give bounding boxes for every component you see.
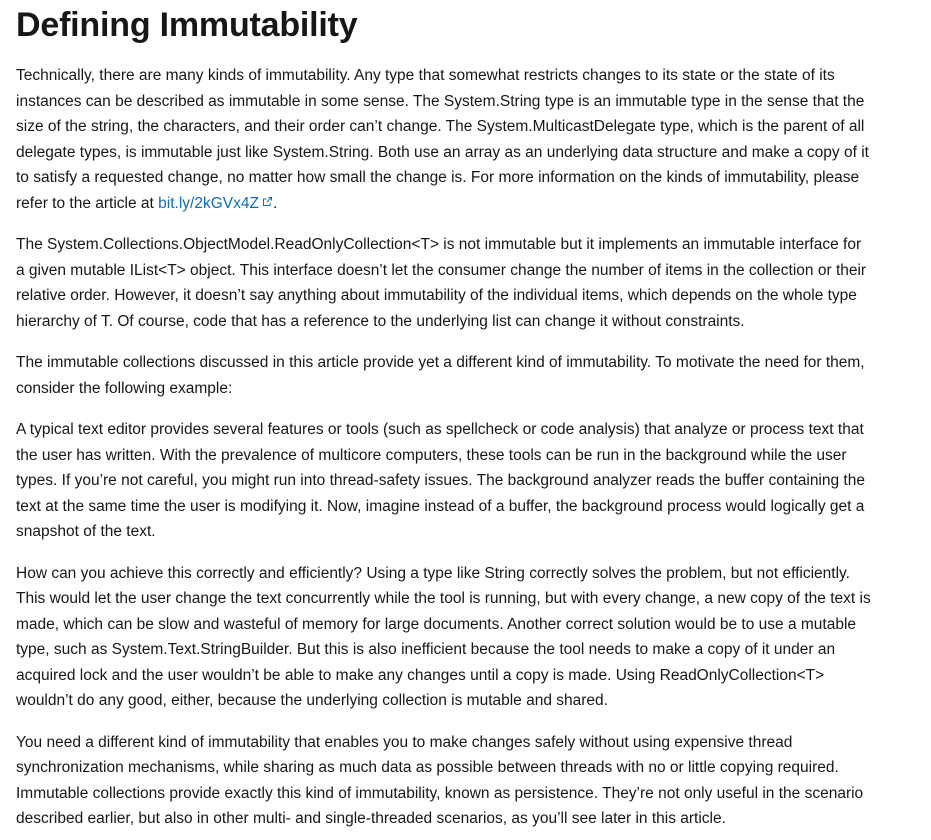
paragraph-text: Technically, there are many kinds of immutability. Any type that somewhat restricts changes to its state or the state of its instances can be described as immutable in some sense. The System.String type is an immutable type in the sense that the size of the string, the characters, and their order can’t change. The System.MulticastDelegate type, which is the parent of all delegate types, is immutable just like System.String. Both use an array as an underlying data structure and make a copy of it to satisfy a requested change, no matter how small the change is. For more information on the kinds of immutability, please refer to the article at xyxy=(16,67,869,212)
paragraph-text-end: . xyxy=(272,194,278,212)
article xyxy=(16,0,872,832)
paragraph-persistence: You need a different kind of immutability that enables you to make changes safely without using expensive thread synchronization mechanisms, while sharing as much data as possible between threads with no or little copying required. Immutable collections provide exactly this kind of immutability, known as persistence. They’re not only useful in the scenario described earlier, but also in other multi- and single-threaded scenarios, as you’ll see later in this article. xyxy=(16,733,864,827)
paragraph-kinds-of-immutability xyxy=(16,63,872,216)
external-link-icon xyxy=(262,196,273,207)
paragraph-efficiency: How can you achieve this correctly and efficiently? Using a type like String correctly solves the problem, but not efficiently. This would let the user change the text concurrently while the tool is running, but with every change, a new copy of the text is made, which can be slow and wasteful of memory for large documents. Another correct solution would be to use a mutable type, such as System.Text.StringBuilder. But this is also inefficient because the tool needs to make a copy of it under an acquired lock and the user wouldn’t be able to make any changes until a copy is made. Using ReadOnlyCollection<T> wouldn’t do any good, either, because the underlying collection is mutable and shared. xyxy=(16,564,871,709)
article-title: Defining Immutability xyxy=(16,6,358,44)
article-link[interactable] xyxy=(158,195,273,212)
article-link-label: bit.ly/2kGVx4Z xyxy=(158,194,259,212)
paragraph-readonly-collection: The System.Collections.ObjectModel.ReadOnlyCollection<T> is not immutable but it implements an immutable interface for a given mutable IList<T> object. This interface doesn’t let the consumer change the number of items in the collection or their relative order. However, it doesn’t say anything about immutability of the individual items, which depends on the whole type hierarchy of T. Of course, code that has a reference to the underlying list can change it without constraints. xyxy=(16,236,867,330)
paragraph-motivation: The immutable collections discussed in this article provide yet a different kind of immutability. To motivate the need for them, consider the following example: xyxy=(16,354,865,397)
paragraph-text-editor-example: A typical text editor provides several features or tools (such as spellcheck or code analysis) that analyze or process text that the user has written. With the prevalence of multicore computers, these tools can be run in the background while the user types. If you’re not careful, you might run into thread-safety issues. The background analyzer reads the buffer containing the text at the same time the user is modifying it. Now, imagine instead of a buffer, the background process would logically get a snapshot of the text. xyxy=(16,421,865,540)
